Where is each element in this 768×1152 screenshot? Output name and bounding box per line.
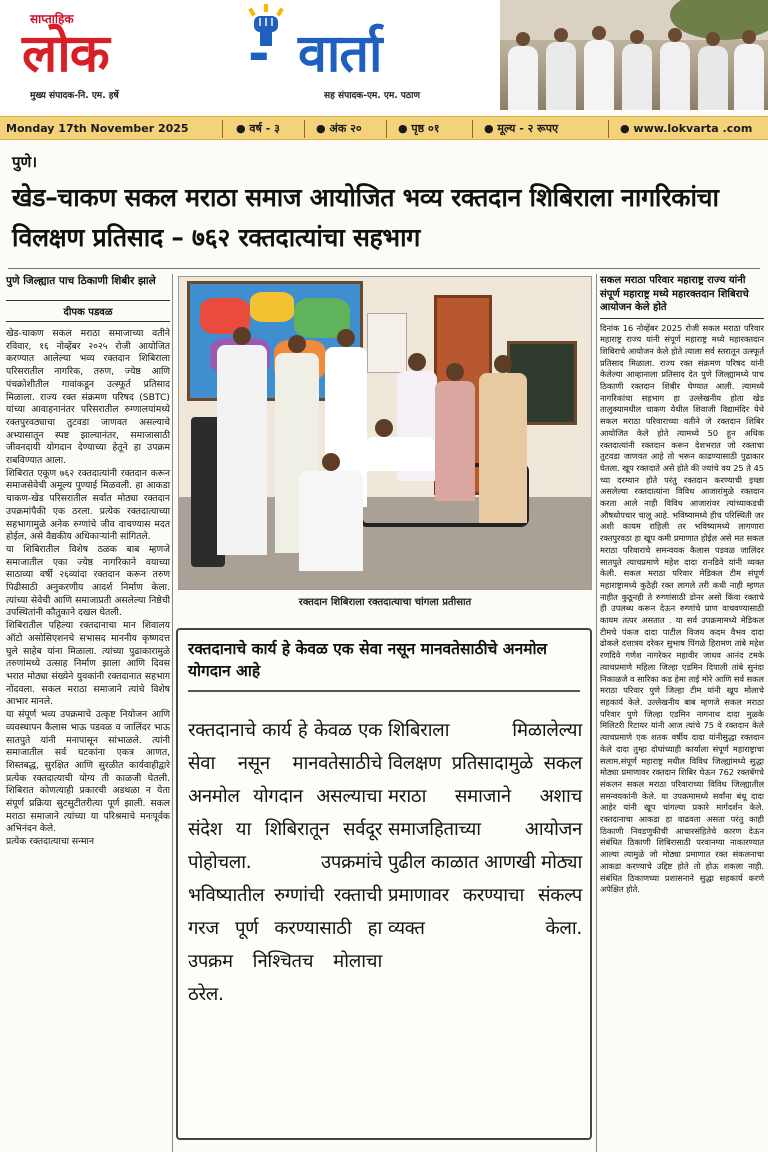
paragraph: या शिबिरातील विशेष ठळक बाब म्हणजे समाजातील एका ज्येष्ठ नागरिकाने वयाच्या साठाव्या वर्षी २६व्यांदा रक्तदान करून तरुण पिढीसाठी अनुकरणीय आदर्श निर्माण केला. त्यांच्या सेवेची आणि समाजाप्रती असलेल्या निष्ठेची उपस्थितांनी कौतुकाने दखल घेतली. (6, 543, 170, 619)
title-part-varta: वार्ता (298, 24, 382, 84)
dateline: पुणे। (12, 153, 38, 171)
author-byline: दीपक पडवळ (6, 300, 170, 322)
paragraph: शिबिरातील पहिल्या रक्तदानाचा मान शिवालय ऑटो असोसिएशनचे सभासद माननीय कृष्णदत्त घुले साहेब यांना मिळाला. त्यांच्या पुढाकारामुळे तरुणांमध्ये उत्साह निर्माण झाला आणि दिवस भरात मोठ्या संख्येने युवकांनी रक्तदानात सहभाग नोंदवला. सकल मराठा समाजाने त्यांचे विशेष आभार मानले. (6, 620, 170, 708)
issue-year: ● वर्ष - ३ (236, 121, 280, 135)
paragraph: या संपूर्ण भव्य उपक्रमाचे उत्कृष्ट नियोजन आणि व्यवस्थापन कैलास भाऊ पडवळ व जालिंदर भाऊ सातपुते यांनी मनापासून सांभाळले. त्यांनी समाजातील सर्व घटकांना एकत्र आणत, शिस्तबद्ध, सुरक्षित आणि सुरळीत कार्यवाहीद्वारे प्रत्येक रक्तदात्याची योग्य ती काळजी घेतली. शिबिरात कोणत्याही प्रकारची अडथळा न येता संपूर्ण प्रक्रिया सुटसुटीतरीत्या पूर्ण झाली. सकल मराठा समाजाने त्यांच्या या परिश्रमाचे मनःपूर्वक अभिनंदन केले. (6, 709, 170, 835)
masthead (0, 0, 768, 112)
page-number: ● पृष्ठ ०१ (398, 121, 440, 135)
headline-divider (8, 268, 760, 269)
issue-date: Monday 17th November 2025 (6, 121, 189, 135)
paragraph: प्रत्येक रक्तदात्याचा सन्मान (6, 836, 94, 848)
newspaper-logo (8, 4, 494, 108)
left-column (6, 274, 170, 1152)
highlight-box (176, 628, 592, 1140)
co-editor-credit: सह संपादक-एम. एम. पठाण (324, 91, 420, 101)
article-headline: खेड–चाकण सकल मराठा समाज आयोजित भव्य रक्तदान शिबिराला नागरिकांचा विलक्षण प्रतिसाद – ७६२ रक्तदात्यांचा सहभाग (12, 183, 719, 252)
masthead-group-photo (500, 0, 768, 110)
highlight-left-text: रक्तदानाचे कार्य हे केवळ एक सेवा नसून मानवतेसाठीचे अनमोल योगदान असल्याचा संदेश या शिबिरातून सर्वदूर पोहोचला. उपक्रमांचे भविष्यातील रुग्णांची रक्ताची गरज पूर्ण करण्यासाठी हा उपक्रम निश्चितच मोलाचा ठरेल. (188, 720, 382, 1005)
blood-donation-photo (178, 276, 592, 590)
issue-number: ● अंक २० (316, 121, 362, 135)
weekly-label: साप्ताहिक (30, 12, 74, 26)
column-divider (172, 274, 173, 1152)
highlight-right-text: शिबिराला मिळालेल्या विलक्षण प्रतिसादामुळे सकल मराठा समाजाने अशाच समाजहिताच्या आयोजन पुढील काळात आणखी मोठ्या प्रमाणावर करण्याचा संकल्प व्यक्त केला. (388, 720, 582, 939)
right-column (600, 274, 764, 1152)
issue-price: ● मूल्य - २ रूपए (484, 121, 559, 135)
highlight-body (188, 714, 584, 1134)
left-column-body (6, 328, 170, 849)
highlight-heading: रक्तदानाचे कार्य हे केवळ एक सेवा नसून मानवतेसाठीचे अनमोल योगदान आहे (188, 638, 580, 692)
chief-editor-credit: मुख्य संपादक-नि. एम. हर्षे (30, 91, 119, 101)
title-part-lok: लोक (22, 24, 109, 84)
website-link[interactable]: ● www.lokvarta .com (620, 121, 753, 135)
column-divider (596, 274, 597, 1152)
paragraph: शिबिरात एकूण ७६२ रक्तदात्यांनी रक्तदान करून समाजसेवेची अमूल्य पुण्याई मिळवली. हा आकडा चाकण-खेड परिसरातील सर्वात मोठ्या रक्तदान उपक्रमांपैकी एक ठरला. प्रत्येक रक्तदात्याच्या सहभागामुळे अनेक रुग्णांचे जीव वाचण्यास मदत होईल, असे वैद्यकीय अधिकाऱ्यांनी सांगितले. (6, 467, 170, 543)
right-column-body: दिनांक 16 नोव्हेंबर 2025 रोजी सकल मराठा परिवार महाराष्ट्र राज्य यांनी संपूर्ण महाराष्ट्र मध्ये महारक्तदान शिबिराचे आयोजन केले होते त्याला सर्व स्तरातून उत्स्फूर्त प्रतिसाद मिळाला. राज्य रक्त संक्रमण परिषद यांनी केलेल्या आव्हानाला प्रतिसाद देत पुणे जिल्ह्यामध्ये पाच ठिकाणी रक्तदान शिबीर घेण्यात आली. त्यामध्ये नागरिकांचा सहभाग हा उल्लेखनीय होता खेड तालुक्यामधील चाकण येथील शिवाजी विद्यामंदिर येथे सकल मराठा परिवाराच्या वतीने जे रक्तदान शिबिर आयोजित केले होते त्यामध्ये 50 हून अधिक रक्तदात्यांनी रक्तदान करून देशभरात जो रक्ताचा तुटवडा जाणवत आहे तो भरून काढण्यासाठी पुढाकार घेतला. खूप रक्तदाते असे होते की ज्यांचे वय 25 ते 45 च्या दरम्यान होते परंतु रक्तदान करण्याची इच्छा असलेल्या रक्तदात्यांना विविध आजारांमुळे रक्तदान करता आले नाही विविध आजारांवर त्यांच्याकडची औषधोपचार चालू आहे. भविष्यामध्ये हीच परिस्थिती जर अशी कायम राहिली तर भविष्यामध्ये लागणारा रक्तपुरवठा हा खूप कमी प्रमाणात होईल असे मत सकल मराठा परिवाराचे समन्वयक कैलास पडवळ जालिंदर सातपुते त्याचप्रमाणे महेश दादा रानडिवे यांनी व्यक्त केली. सकल मराठा परिवार मेडिकल टीम संपूर्ण महाराष्ट्रामध्ये कुठेही रक्त लागले तरी कधी नाही म्हणत नाहीत कुठूनही ते रुग्णांसाठी डोनर असो किंवा रक्ताचे ही उपलब्ध करून देऊन रुग्णांचे प्राण वाचवण्यासाठी कायम तत्पर असतात . या सर्व उपक्रमामध्ये मेडिकल टीमचे पंकज दादा पाटील विजय कदम वैभव दादा ढोकले दत्तात्रय दरेकर सुभाष पिंगळे हिरामण तांबे महेश रणदिवे गणेश नागरेकर महावीर जाधव आनंद टमके त्याचप्रमाणे महिला जिल्हा एडमिन दिपाली तांबे सुनंदा निकाळजे व सारिका कड हेमा ताई मोरे आणि सर्व सकल मराठा परिवार पुणे जिल्हा टीम यांनी खूप मोलाचे सहकार्य केले. उल्लेखनीय बाब म्हणजे सकल मराठा परिवार पुणे जिल्हा एडमिन नागनाथ दादा मुळके मिलिटरी रिटायर यांनी आज त्यांचे 75 वे रक्तदान केले त्याचप्रमाणे एक शतक वर्षीय दादा यांनीसुद्धा रक्तदान केले दादा तुम्हा दोघांच्याही कार्याला संपूर्ण महाराष्ट्राचा सलाम.संपूर्ण महाराष्ट्र मधील विविध जिल्ह्यांमध्ये सुद्धा मोठ्या प्रमाणावर रक्तदान शिबिर घेऊन 762 रक्तबॅगचे संकलन सकल मराठा परिवाराच्या विविध जिल्ह्यातील समन्वयकांनी केले. या उपक्रमामध्ये सर्वांना बंधू दादा आहेर यांनी खूप चांगल्या प्रकारे मार्गदर्शन केले. रक्तदानाचा आकडा हा वाढवता असता परंतु काही ठिकाणी निवडणुकीची आचारसंहितेचे कारण देऊन संबंधित ठिकाणी शिबिरासाठी परवानग्या नाकारण्यात आल्या त्यामुळे जो मोठ्या प्रमाणात रक्त संकलनाचा आकडा करण्याचे उद्दिष्ट होते तो होऊ शकला नाही. संबंधित ठिकाणच्या प्रशासनाने सुद्धा सहकार्य करणे अपेक्षित होते. (600, 322, 764, 895)
photo-caption: रक्तदान शिबिराला रक्तदात्याचा चांगला प्रतीसात (298, 597, 472, 608)
title-dash: - (248, 24, 270, 84)
right-column-subhead: सकल मराठा परिवार महाराष्ट्र राज्य यांनी संपूर्ण महाराष्ट्र मध्ये महारक्तदान शिबिराचे आयोजन केले होते (600, 274, 764, 319)
left-column-subhead: पुणे जिल्ह्यात पाच ठिकाणी शिबीर झाले (6, 275, 156, 287)
issue-info-bar (0, 116, 768, 140)
paragraph: खेड-चाकण सकल मराठा समाजाच्या वतीने रविवार, १६ नोव्हेंबर २०२५ रोजी आयोजित करण्यात आलेल्या भव्य रक्तदान शिबिराला परिसरातील नागरिक, तरुण, ज्येष्ठ आणि पंचक्रोशीतील गावांकडून उत्स्फूर्त प्रतिसाद मिळाला. राज्य रक्त संक्रमण परिषद (SBTC) यांच्या आवाहनानंतर परिसरातील रुग्णालयांमध्ये रक्तपुरवठ्याचा तुटवडा जाणवत असल्याचे अभ्यासातून स्पष्ट झाल्यानंतर, समाजासाठी जीवनदायी योगदान देण्याच्या हेतूने हा उपक्रम राबविण्यात आला. (6, 328, 170, 467)
